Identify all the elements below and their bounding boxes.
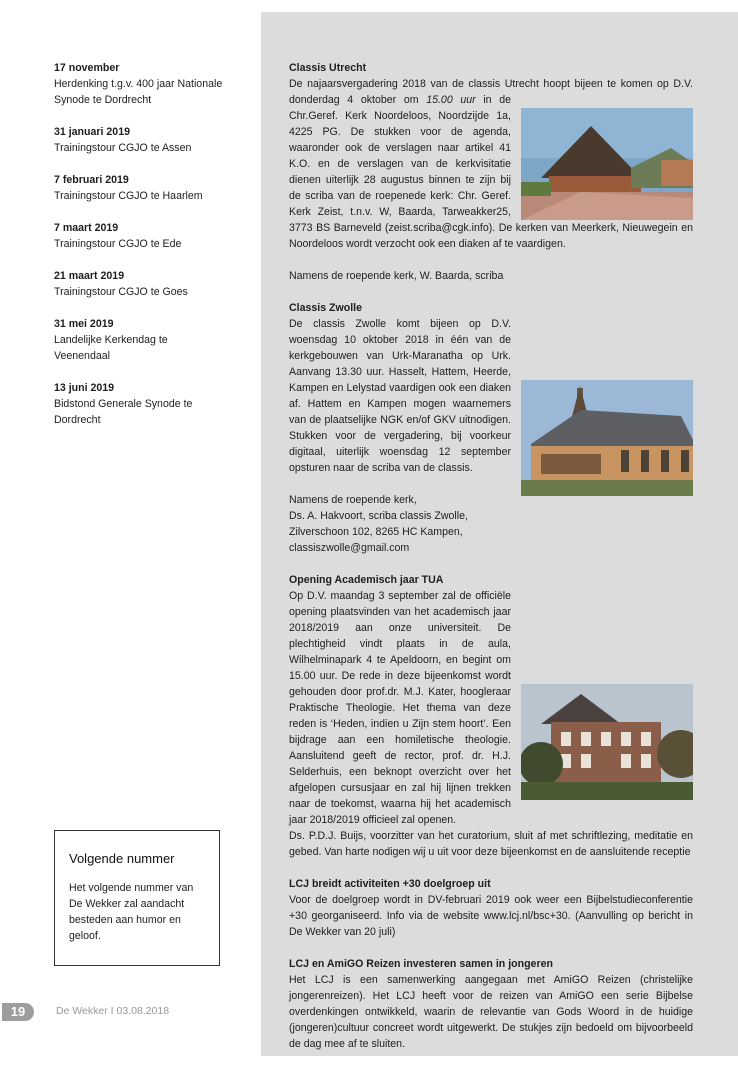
- next-issue-body: Het volgende nummer van De Wekker zal aandacht besteden aan humor en geloof.: [69, 882, 194, 942]
- agenda-item: [54, 380, 224, 428]
- agenda-date: 31 januari 2019: [54, 126, 130, 138]
- article-body: [289, 76, 693, 252]
- article-body: De classis Zwolle komt bijeen op D.V. woensdag 10 oktober 2018 in één van de kerkgebouwen van Urk-Maranatha op Urk. Aanvang 13.30 uur. Hasselt, Hattem, Heerde, Kampen en Lelystad vaardigen ook een diaken af. Hattem en Kampen mogen waarnemers van de plaatselijke NGK en/of GKV uitnodigen. Stukken voor de vergadering, bij voorkeur digitaal, uiterlijk woensdag 12 september opsturen naar de scriba van de classis.: [289, 318, 511, 474]
- agenda-item: [54, 316, 224, 364]
- articles-column: [289, 60, 693, 1068]
- next-issue-box: [54, 830, 220, 966]
- signature-line: Ds. A. Hakvoort, scriba classis Zwolle,: [289, 510, 468, 522]
- article-body: Voor de doelgroep wordt in DV-februari 2019 ook weer een Bijbelstudieconferentie +30 georganiseerd. Info via de website www.lcj.nl/bsc+30. (Aanvulling op bericht in De Wekker van 20 juli): [289, 894, 693, 938]
- page-footer: [0, 1003, 260, 1023]
- church-photo-utrecht: [521, 108, 693, 220]
- article-title: Classis Utrecht: [289, 62, 367, 74]
- signature-line: Zilverschoon 102, 8265 HC Kampen,: [289, 526, 463, 538]
- article-signature: Namens de roepende kerk, W. Baarda, scriba: [289, 270, 504, 282]
- agenda-description: Trainingstour CGJO te Assen: [54, 142, 192, 154]
- article-classis-zwolle: [289, 300, 693, 556]
- article-title: LCJ breidt activiteiten +30 doelgroep uit: [289, 878, 491, 890]
- article-body: Het LCJ is een samenwerking aangegaan met AmiGO Reizen (christelijke jongerenreizen). Het LCJ heeft voor de reizen van AmiGO een serie Bijbelse overdenkingen ontwikkeld, waarin de relevantie van Gods Woord in de huidige (jongeren)cultuur concreet wordt uitgewerkt. De stukjes zijn bedoeld om bijvoorbeeld de dag mee af te sluiten.: [289, 974, 693, 1050]
- article-title: LCJ en AmiGO Reizen investeren samen in jongeren: [289, 958, 553, 970]
- agenda-description: Trainingstour CGJO te Goes: [54, 286, 188, 298]
- agenda-date: 7 maart 2019: [54, 222, 119, 234]
- agenda-description: Trainingstour CGJO te Ede: [54, 238, 182, 250]
- university-photo: [521, 684, 693, 800]
- article-body: Ds. P.D.J. Buijs, voorzitter van het curatorium, sluit af met schriftlezing, meditatie en gebed. Van harte nodigen wij u uit voor deze bijeenkomst en de aansluitende receptie: [289, 830, 693, 858]
- meeting-time: 15.00 uur: [426, 94, 476, 106]
- article-lcj-plus30: [289, 876, 693, 940]
- agenda-item: [54, 124, 224, 156]
- article-title: Opening Academisch jaar TUA: [289, 574, 444, 586]
- article-text: in de Chr.Geref. Kerk Noordeloos, Noordzijde 1a, 4225 PG. De stukken voor de agenda, waaronder ook de verslagen naar artikel 41 K.O. en de verslagen van de kerkvisitatie dienen uiterlijk 28 augustus binnen te zijn bij de scriba van de roepenede kerk: Chr. Geref. Kerk Zeist, t.n.v. W, Baarda, Tarweakker25, 3773 BS Barneveld (zeist.scriba@cgk.info). De kerken van Meerkerk, Nieuwegein en Noordeloos wordt verzocht ook een diaken af te vaardigen.: [289, 94, 693, 250]
- agenda-description: Bidstond Generale Synode te Dordrecht: [54, 398, 193, 426]
- article-text: De najaarsvergadering 2018 van de classis Utrecht hoopt bijeen te komen op D.V. donderdag 4 oktober om: [289, 78, 693, 106]
- agenda-date: 21 maart 2019: [54, 270, 125, 282]
- agenda-description: Trainingstour CGJO te Haarlem: [54, 190, 203, 202]
- article-body: Op D.V. maandag 3 september zal de officiële opening plaatsvinden van het academisch jaar 2018/2019 aan onze universiteit. De plechtigheid vindt plaats in de aula, Wilhelminapark 4 te Apeldoorn, en begint om 15.00 uur. De rede in deze bijeenkomst wordt gehouden door prof.dr. M.J. Kater, hoogleraar Praktische Theologie. Het thema van deze reden is ‘Heden, indien u Zijn stem hoort’. Een bijdrage aan een homiletische theologie. Aansluitend geeft de rector, prof. dr. H.J. Selderhuis, een beknopt overzicht over het afgelopen cursusjaar en zal hij lijnen trekken naar de toekomst, waarna hij het academisch jaar 2018/2019 officieel zal openen.: [289, 590, 511, 826]
- agenda-date: 31 mei 2019: [54, 318, 114, 330]
- agenda-item: [54, 220, 224, 252]
- agenda-description: Herdenking t.g.v. 400 jaar Nationale Synode te Dordrecht: [54, 78, 223, 106]
- agenda-item: [54, 268, 224, 300]
- agenda-date: 7 februari 2019: [54, 174, 129, 186]
- agenda-date: 17 november: [54, 62, 120, 74]
- page-number: 19: [2, 1003, 34, 1021]
- agenda-column: [54, 60, 224, 444]
- publication-line: De Wekker I 03.08.2018: [56, 1005, 170, 1017]
- agenda-item: [54, 60, 224, 108]
- article-lcj-amigo: [289, 956, 693, 1052]
- next-issue-title: Volgende nummer: [69, 851, 175, 866]
- article-body-wrap: [289, 588, 693, 860]
- agenda-description: Landelijke Kerkendag te Veenendaal: [54, 334, 168, 362]
- agenda-item: [54, 172, 224, 204]
- agenda-date: 13 juni 2019: [54, 382, 115, 394]
- church-photo-zwolle: [521, 380, 693, 496]
- signature-line: Namens de roepende kerk,: [289, 494, 417, 506]
- article-opening-tua: [289, 572, 693, 860]
- article-body-wrap: [289, 316, 693, 556]
- signature-email: classiszwolle@gmail.com: [289, 542, 410, 554]
- article-classis-utrecht: [289, 60, 693, 284]
- article-title: Classis Zwolle: [289, 302, 363, 314]
